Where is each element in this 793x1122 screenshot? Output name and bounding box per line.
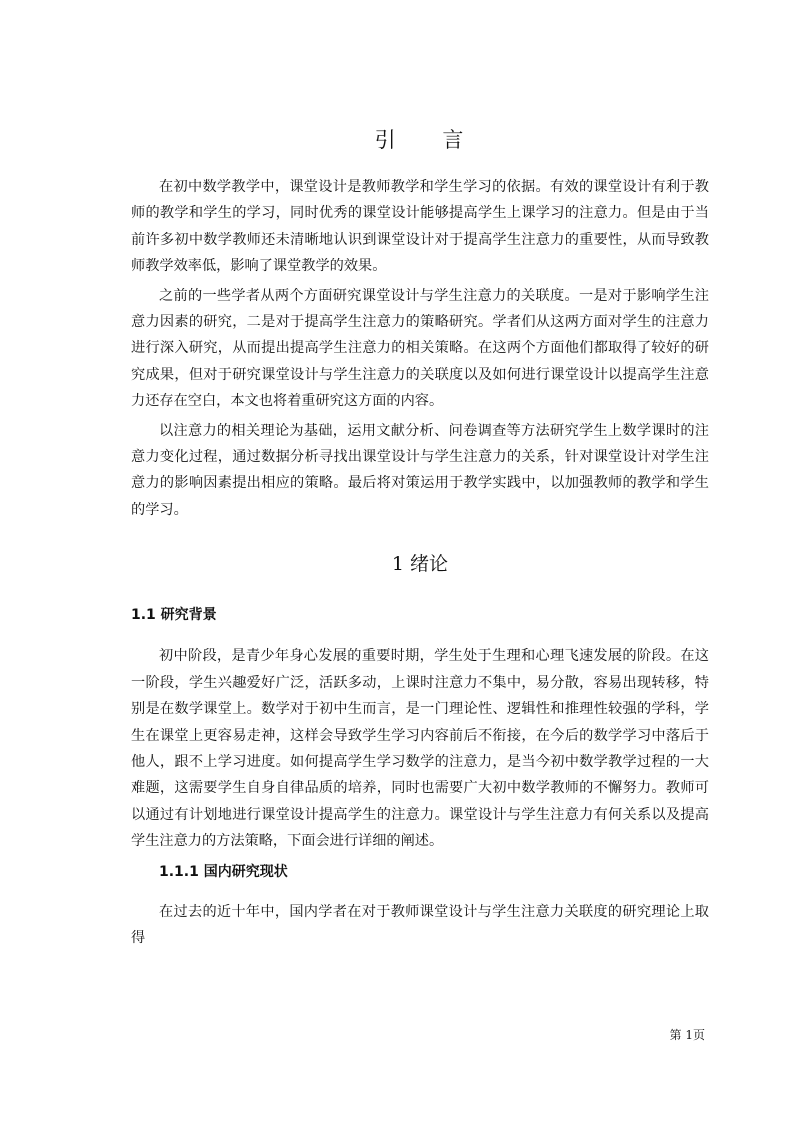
chapter-1-heading: 1 绪论 [391,553,449,576]
page-content [131,126,709,954]
intro-heading: 引 言 [374,128,484,152]
section-1-1-paragraph: 初中阶段，是青少年身心发展的重要时期，学生处于生理和心理飞速发展的阶段。在这一阶段，学生兴趣爱好广泛，活跃多动，上课时注意力不集中，易分散，容易出现转移，特别是在数学课堂上。数学对于初中生而言，是一门理论性、逻辑性和推理性较强的学科，学生在课堂上更容易走神，这样会导致学生学习内容前后不衔接，在今后的数学学习中落后于他人，跟不上学习进度。如何提高学生学习数学的注意力，是当今初中数学教学过程的一大难题，这需要学生自身自律品质的培养，同时也需要广大初中数学教师的不懈努力。教师可以通过有计划地进行课堂设计提高学生的注意力。课堂设计与学生注意力有何关系以及提高学生注意力的方法策略，下面会进行详细的阐述。 [131,648,709,850]
page-number: 第 1页 [669,1028,705,1042]
section-1-1-heading: 1.1 研究背景 [131,607,217,624]
intro-paragraph-2: 之前的一些学者从两个方面研究课堂设计与学生注意力的关联度。一是对于影响学生注意力因素的研究，二是对于提高学生注意力的策略研究。学者们从这两方面对学生的注意力进行深入研究，从而提出提高学生注意力的相关策略。在这两个方面他们都取得了较好的研究成果，但对于研究课堂设计与学生注意力的关联度以及如何进行课堂设计以提高学生注意力还存在空白，本文也将着重研究这方面的内容。 [131,287,709,410]
intro-paragraph-1: 在初中数学教学中，课堂设计是教师教学和学生学习的依据。有效的课堂设计有利于教师的教学和学生的学习，同时优秀的课堂设计能够提高学生上课学习的注意力。但是由于当前许多初中数学教师还未清晰地认识到课堂设计对于提高学生注意力的重要性，从而导致教师教学效率低，影响了课堂教学的效果。 [131,179,709,275]
section-1-1-1-paragraph: 在过去的近十年中，国内学者在对于教师课堂设计与学生注意力关联度的研究理论上取得 [131,903,709,946]
section-1-1-1-heading: 1.1.1 国内研究现状 [159,863,288,880]
intro-paragraph-3: 以注意力的相关理论为基础，运用文献分析、问卷调查等方法研究学生上数学课时的注意力变化过程，通过数据分析寻找出课堂设计与学生注意力的关系，针对课堂设计对学生注意力的影响因素提出相应的策略。最后将对策运用于教学实践中，以加强教师的教学和学生的学习。 [131,422,709,518]
